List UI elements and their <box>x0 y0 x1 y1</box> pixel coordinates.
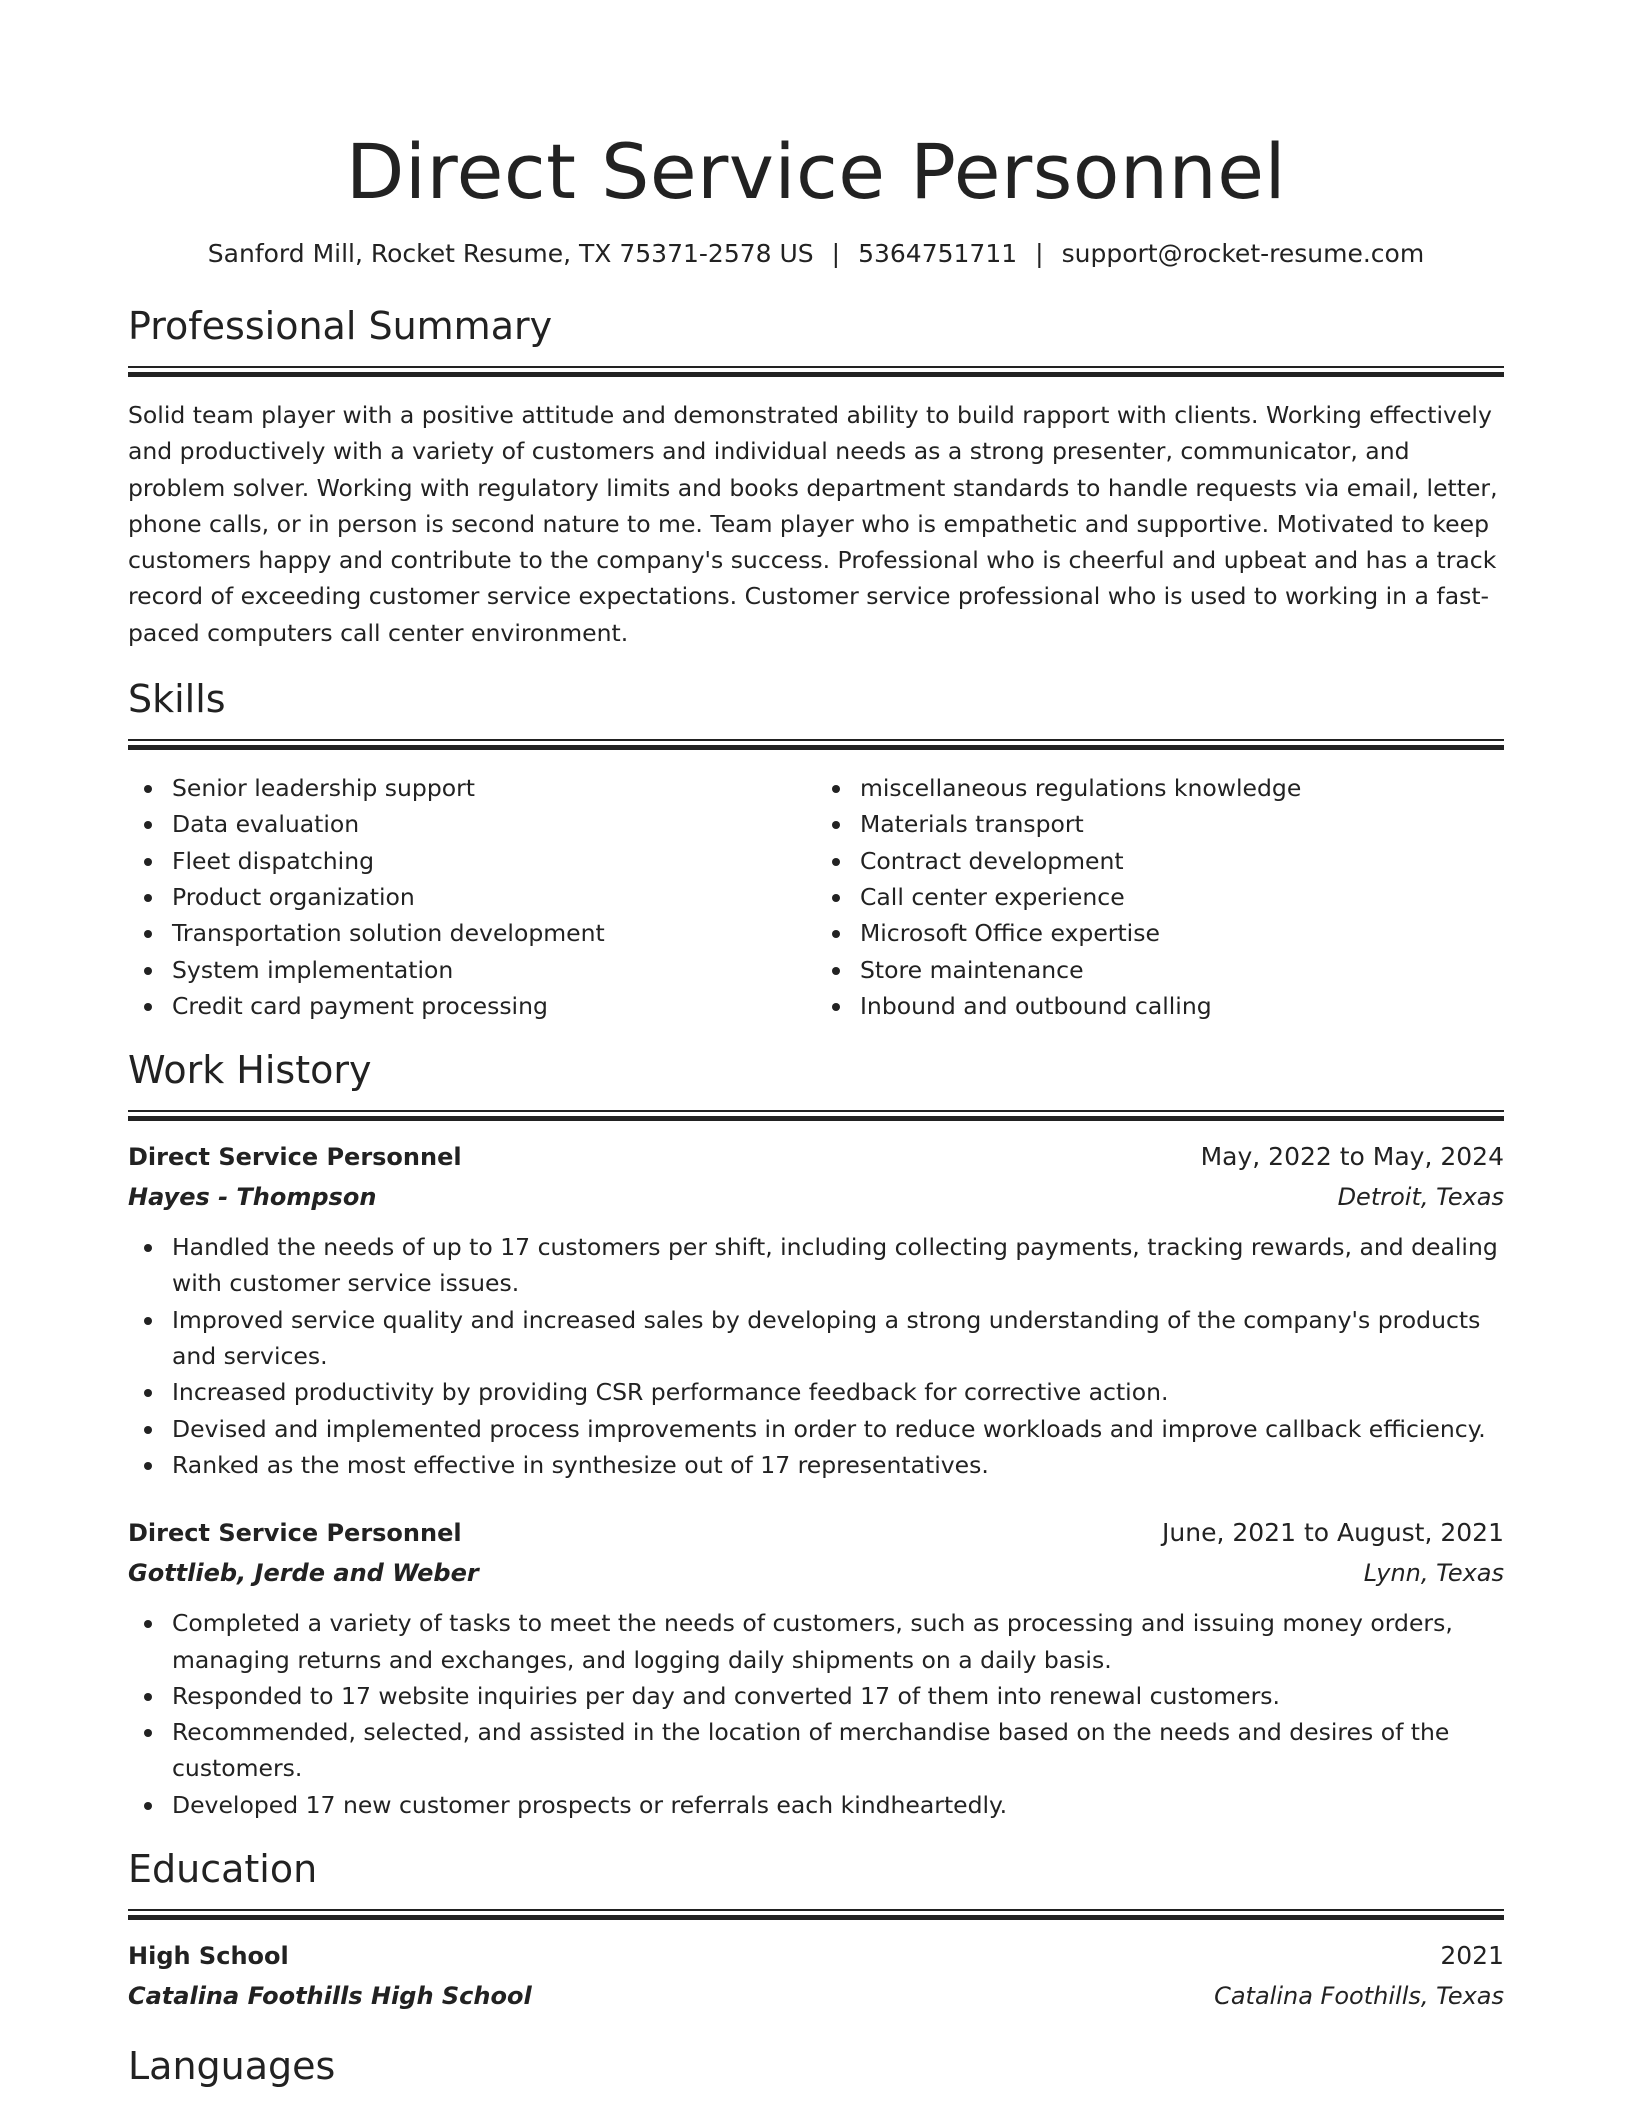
skill-item: Contract development <box>816 843 1504 879</box>
contact-address: Sanford Mill, Rocket Resume, TX 75371-2578 US <box>207 239 814 268</box>
job-employer: Hayes - Thompson <box>128 1183 377 1212</box>
section-heading-skills: Skills <box>128 677 226 722</box>
job-employer-row <box>128 1553 1504 1593</box>
job-bullets <box>128 1605 1504 1823</box>
job-bullet: Handled the needs of up to 17 customers per shift, including collecting payments, tracking rewards, and dealing with customer service issues. <box>128 1229 1504 1302</box>
contact-separator: | <box>1035 239 1044 268</box>
skill-item: Senior leadership support <box>128 770 816 806</box>
skill-item: Transportation solution development <box>128 915 816 951</box>
skill-item: System implementation <box>128 952 816 988</box>
education-degree: High School <box>128 1942 289 1971</box>
contact-phone: 5364751711 <box>858 239 1018 268</box>
job-bullet: Completed a variety of tasks to meet the needs of customers, such as processing and issuing money orders, managing returns and exchanges, and logging daily shipments on a daily basis. <box>128 1605 1504 1678</box>
skills-list-left <box>128 770 816 1024</box>
summary-section <box>128 302 1504 651</box>
job-employer: Gottlieb, Jerde and Weber <box>128 1559 479 1588</box>
skill-item: miscellaneous regulations knowledge <box>816 770 1504 806</box>
section-divider <box>128 366 1504 379</box>
education-school-row <box>128 1976 1504 2016</box>
skill-item: Store maintenance <box>816 952 1504 988</box>
section-heading-work-history: Work History <box>128 1048 372 1093</box>
contact-line <box>128 236 1504 272</box>
contact-email: support@rocket-resume.com <box>1061 239 1425 268</box>
job-bullet: Responded to 17 website inquiries per day and converted 17 of them into renewal customers. <box>128 1678 1504 1714</box>
skill-item: Call center experience <box>816 879 1504 915</box>
languages-section <box>128 2042 1504 2090</box>
job-header-row <box>128 1137 1504 1177</box>
skills-columns <box>128 770 1504 1024</box>
job-title: Direct Service Personnel <box>128 1143 462 1172</box>
contact-separator: | <box>831 239 841 268</box>
skills-list-right <box>816 770 1504 1024</box>
job-entry <box>128 1137 1504 1483</box>
skill-item: Inbound and outbound calling <box>816 988 1504 1024</box>
skill-item: Fleet dispatching <box>128 843 816 879</box>
skill-item: Data evaluation <box>128 806 816 842</box>
job-entry <box>128 1513 1504 1823</box>
skill-item: Materials transport <box>816 806 1504 842</box>
job-bullet: Developed 17 new customer prospects or referrals each kindheartedly. <box>128 1787 1504 1823</box>
job-bullet: Ranked as the most effective in synthesize out of 17 representatives. <box>128 1447 1504 1483</box>
education-section <box>128 1845 1504 2016</box>
section-divider <box>128 739 1504 752</box>
job-bullet: Devised and implemented process improvements in order to reduce workloads and improve callback efficiency. <box>128 1411 1504 1447</box>
section-heading-summary: Professional Summary <box>128 304 553 348</box>
education-header-row <box>128 1936 1504 1976</box>
education-school: Catalina Foothills High School <box>128 1982 532 2011</box>
section-divider <box>128 1909 1504 1922</box>
job-location: Detroit, Texas <box>1337 1183 1504 1212</box>
job-bullet: Recommended, selected, and assisted in the location of merchandise based on the needs and desires of the customers. <box>128 1714 1504 1787</box>
section-heading-education: Education <box>128 1847 318 1892</box>
skill-item: Credit card payment processing <box>128 988 816 1024</box>
job-bullet: Increased productivity by providing CSR performance feedback for corrective action. <box>128 1374 1504 1410</box>
section-divider <box>128 1110 1504 1123</box>
job-employer-row <box>128 1177 1504 1217</box>
education-location: Catalina Foothills, Texas <box>1214 1982 1504 2011</box>
education-year: 2021 <box>1440 1941 1504 1971</box>
education-entry <box>128 1936 1504 2016</box>
resume-page <box>128 0 1504 2090</box>
skill-item: Product organization <box>128 879 816 915</box>
job-header-row <box>128 1513 1504 1553</box>
skills-section <box>128 675 1504 1024</box>
summary-text: Solid team player with a positive attitude and demonstrated ability to build rapport with clients. Working effectively and productively with a variety of customers and individual needs as a strong presenter, communicator, and problem solver. Working with regulatory limits and books department standards to handle requests via email, letter, phone calls, or in person is second nature to me. Team player who is empathetic and supportive. Motivated to keep customers happy and contribute to the company's success. Professional who is cheerful and upbeat and has a track record of exceeding customer service expectations. Customer service professional who is used to working in a fast-paced computers call center environment. <box>128 401 1498 647</box>
candidate-name: Direct Service Personnel <box>345 127 1287 216</box>
job-dates: May, 2022 to May, 2024 <box>1200 1142 1504 1172</box>
section-heading-languages: Languages <box>128 2044 336 2089</box>
job-title: Direct Service Personnel <box>128 1519 462 1548</box>
skill-item: Microsoft Office expertise <box>816 915 1504 951</box>
job-bullet: Improved service quality and increased sales by developing a strong understanding of the company's products and services. <box>128 1302 1504 1375</box>
work-history-section <box>128 1046 1504 1823</box>
job-dates: June, 2021 to August, 2021 <box>1162 1518 1504 1548</box>
job-bullets <box>128 1229 1504 1483</box>
job-location: Lynn, Texas <box>1363 1559 1504 1588</box>
